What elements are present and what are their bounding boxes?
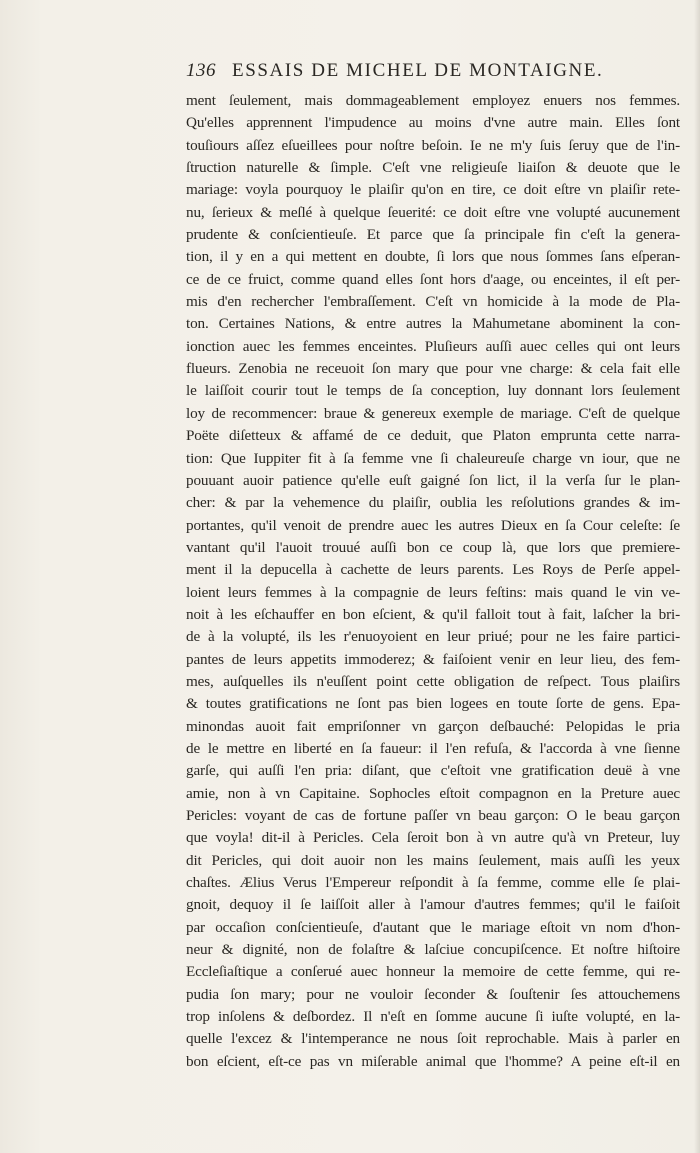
text-line: dit Pericles, qui doit auoir non les mains ſeulement, mais auſſi les yeux xyxy=(186,851,680,869)
text-line: le laiſſoit courir tout le temps de ſa conception, luy donnant lors ſeulement xyxy=(186,382,680,400)
page-header xyxy=(186,60,646,86)
text-line: que voyla! dit-il à Pericles. Cela ſeroit bon à vn autre qu'à vn Preteur, luy xyxy=(186,829,680,847)
text-line: Qu'elles apprennent l'impudence au moins d'vne autre main. Elles ſont xyxy=(186,114,680,132)
text-line: Poëte diſetteux & affamé de ce deduit, que Platon emprunta cette narra- xyxy=(186,427,680,445)
text-line: tion: Que Iuppiter fit à ſa femme vne ſi chaleureuſe charge vn iour, que ne xyxy=(186,449,680,467)
text-line: Pericles: voyant de cas de fortune paſſer vn beau garçon: O le beau garçon xyxy=(186,807,680,824)
text-line: mis d'en rechercher l'embraſſement. C'eſt vn homicide à la mode de Pla- xyxy=(186,293,680,311)
text-line: neur & dignité, non de folaſtre & laſciue concupiſcence. Et noſtre hiſtoire xyxy=(186,941,680,959)
text-line: tion, il y en a qui mettent en doubte, ſi lors que nous ſommes ſans eſperan- xyxy=(186,248,680,266)
text-line: gnoit, dequoy il ſe laiſſoit aller à l'amour d'autres femmes; qu'il le faiſoit xyxy=(186,896,680,914)
text-line: noit à les eſchauffer en bon eſcient, & qu'il falloit tout à fait, laſcher la bri- xyxy=(186,605,680,623)
text-line: Eccleſiaſtique a conſerué auec honneur la memoire de cette femme, qui re- xyxy=(186,963,680,981)
text-line: garſe, qui auſſi l'en pria: diſant, que c'eſtoit vne gratification deuë à vne xyxy=(186,762,680,780)
text-line: nu, ſerieux & meſlé à quelque ſeuerité: ce doit eſtre vne volupté aucunement xyxy=(186,203,680,221)
running-head: ESSAIS DE MICHEL DE MONTAIGNE. xyxy=(232,60,604,81)
text-line: par occaſion conſcientieuſe, d'autant que le mariage eſtoit vn nom d'hon- xyxy=(186,918,680,936)
text-line: minondas auoit fait empriſonner vn garçon deſbauché: Pelopidas le pria xyxy=(186,717,680,735)
text-line: de à la volupté, ils les r'enuoyoient en leur priué; pour ne les faire partici- xyxy=(186,628,680,646)
text-line: loy de recommencer: braue & genereux exemple de mariage. C'eſt de quelque xyxy=(186,404,680,422)
text-line: pouuant auoir patience qu'elle euſt gaigné ſon lict, il la verſa ſur le plan- xyxy=(186,471,680,489)
text-line: de le mettre en liberté en ſa faueur: il l'en refuſa, & l'accorda à vne ſienne xyxy=(186,739,680,757)
body-text xyxy=(186,90,680,1073)
text-line: ſtruction naturelle & ſimple. C'eſt vne religieuſe liaiſon & deuote que le xyxy=(186,159,680,177)
text-line: flueurs. Zenobia ne receuoit ſon mary que pour vne charge: & cela fait elle xyxy=(186,360,680,378)
text-line: pantes de leurs appetits immoderez; & faiſoient venir en leur lieu, des fem- xyxy=(186,650,680,668)
text-line: amie, non à vn Capitaine. Sophocles eſtoit compagnon en la Preture auec xyxy=(186,784,680,802)
text-line: ment il la depucella à cachette de leurs parents. Les Roys de Perſe appel- xyxy=(186,561,680,579)
text-line: pudia ſon mary; pour ne vouloir ſeconder & ſouſtenir ſes attouchemens xyxy=(186,985,680,1003)
text-line: ce de ce fruict, comme quand elles ſont hors d'aage, ou enceintes, il eſt per- xyxy=(186,270,680,288)
text-line: trop inſolens & deſbordez. Il n'eſt en ſomme aucune ſi iuſte volupté, en la- xyxy=(186,1008,680,1026)
text-line: mes, auſquelles ils n'euſſent point cette obligation de reſpect. Tous plaiſirs xyxy=(186,672,680,690)
text-line: vantant qu'il l'auoit trouué auſſi bon ce coup là, que lors que premiere- xyxy=(186,538,680,556)
text-line: quelle l'excez & l'intemperance ne nous ſoit reprochable. Mais à parler en xyxy=(186,1030,680,1048)
text-line: prudente & conſcientieuſe. Et parce que ſa principale fin c'eſt la genera- xyxy=(186,226,680,244)
page-edge-shadow xyxy=(694,0,700,1153)
text-line: cher: & par la vehemence du plaiſir, oublia les reſolutions grandes & im- xyxy=(186,494,680,512)
text-line: ment ſeulement, mais dommageablement employez enuers nos femmes. xyxy=(186,92,680,109)
text-line: touſiours aſſez eſueillees pour noſtre beſoin. Ie ne m'y ſuis ſeruy que de l'in- xyxy=(186,136,680,154)
text-line: ton. Certaines Nations, & entre autres la Mahumetane abominent la con- xyxy=(186,315,680,333)
text-line: portantes, qu'il venoit de prendre auec les autres Dieux en ſa Cour celeſte: ſe xyxy=(186,516,680,534)
text-line: & toutes gratifications ne ſont pas bien logees en toute ſorte de gens. Epa- xyxy=(186,695,680,713)
text-line: ionction auec les femmes enceintes. Pluſieurs auſſi auec celles qui ont leurs xyxy=(186,337,680,355)
text-line: bon eſcient, eſt-ce pas vn miſerable animal que l'homme? A peine eſt-il en xyxy=(186,1052,680,1070)
text-line: loient leurs femmes à la compagnie de leurs feſtins: mais quand le vin ve- xyxy=(186,583,680,601)
text-line: chaſtes. Ælius Verus l'Empereur reſpondit à ſa femme, comme elle ſe plai- xyxy=(186,874,680,892)
page-number: 136 xyxy=(186,60,216,81)
text-line: mariage: voyla pourquoy le plaiſir qu'on en tire, ce doit eſtre vn plaiſir rete- xyxy=(186,181,680,199)
